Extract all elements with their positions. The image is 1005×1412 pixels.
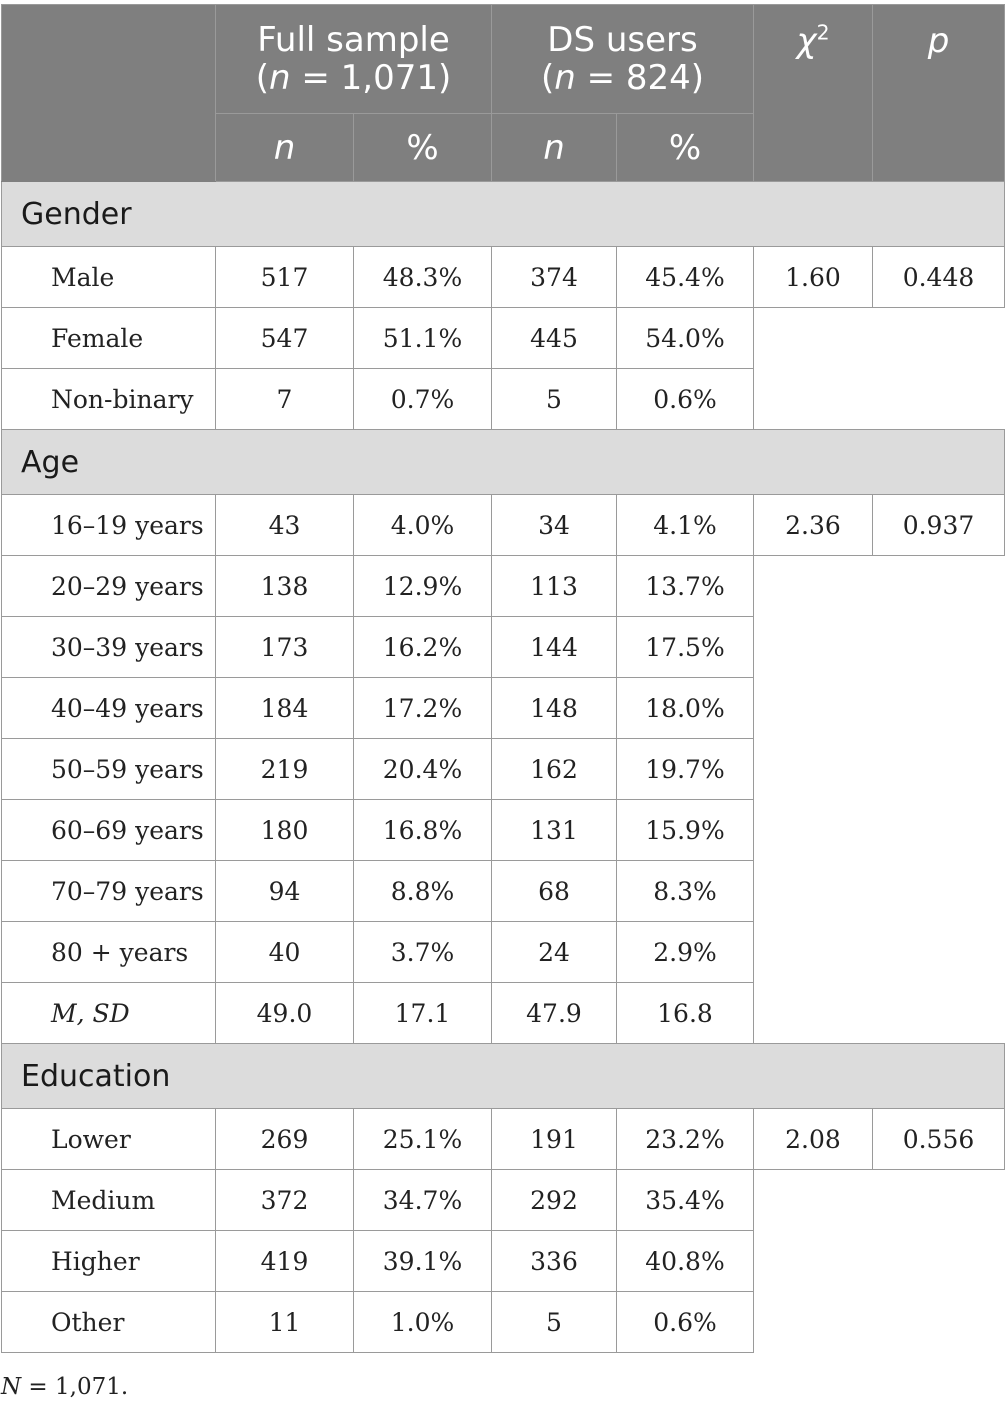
row-label: 20–29 years bbox=[2, 556, 216, 617]
chi-square-cell: 1.60 bbox=[754, 247, 873, 308]
full-pct-cell: 25.1% bbox=[354, 1109, 492, 1170]
row-label: 70–79 years bbox=[2, 861, 216, 922]
ds-pct-cell: 16.8 bbox=[617, 983, 754, 1044]
row-label: Lower bbox=[2, 1109, 216, 1170]
row-label: 60–69 years bbox=[2, 800, 216, 861]
ds-n-cell: 5 bbox=[492, 1292, 617, 1353]
full-n-cell: 219 bbox=[216, 739, 354, 800]
footnote-n-symbol: N bbox=[1, 1374, 22, 1400]
table-row bbox=[2, 1170, 1005, 1231]
ds-pct-cell: 35.4% bbox=[617, 1170, 754, 1231]
header-ds-users: DS users (n = 824) bbox=[492, 5, 754, 114]
full-pct-cell: 0.7% bbox=[354, 369, 492, 430]
ds-pct-cell: 45.4% bbox=[617, 247, 754, 308]
row-label: Male bbox=[2, 247, 216, 308]
section-title: Age bbox=[2, 430, 1005, 495]
row-label: 16–19 years bbox=[2, 495, 216, 556]
full-pct-cell: 48.3% bbox=[354, 247, 492, 308]
chi-square-cell: 2.36 bbox=[754, 495, 873, 556]
header-full-sample-n-value: = 1,071) bbox=[290, 58, 452, 98]
full-n-cell: 11 bbox=[216, 1292, 354, 1353]
chi-square-cell: 2.08 bbox=[754, 1109, 873, 1170]
p-value-cell: 0.556 bbox=[873, 1109, 1005, 1170]
ds-n-cell: 24 bbox=[492, 922, 617, 983]
ds-pct-cell: 23.2% bbox=[617, 1109, 754, 1170]
full-n-cell: 180 bbox=[216, 800, 354, 861]
subheader-full-pct bbox=[354, 114, 492, 182]
row-label: 30–39 years bbox=[2, 617, 216, 678]
table-header bbox=[2, 5, 1005, 182]
row-label: M, SD bbox=[2, 983, 216, 1044]
full-n-cell: 40 bbox=[216, 922, 354, 983]
row-label: 40–49 years bbox=[2, 678, 216, 739]
demographics-table bbox=[1, 4, 1005, 1353]
ds-n-cell: 374 bbox=[492, 247, 617, 308]
subheader-full-n bbox=[216, 114, 354, 182]
full-n-cell: 517 bbox=[216, 247, 354, 308]
ds-pct-cell: 18.0% bbox=[617, 678, 754, 739]
table-row bbox=[2, 556, 1005, 617]
header-chi-superscript: 2 bbox=[816, 20, 830, 45]
header-full-sample-n-symbol: n bbox=[269, 58, 291, 98]
full-n-cell: 43 bbox=[216, 495, 354, 556]
education-section bbox=[2, 1044, 1005, 1353]
row-label: Female bbox=[2, 308, 216, 369]
ds-n-cell: 131 bbox=[492, 800, 617, 861]
header-p-value bbox=[873, 5, 1005, 182]
ds-pct-cell: 13.7% bbox=[617, 556, 754, 617]
p-value-cell: 0.937 bbox=[873, 495, 1005, 556]
full-pct-cell: 12.9% bbox=[354, 556, 492, 617]
table-row bbox=[2, 495, 1005, 556]
full-n-cell: 94 bbox=[216, 861, 354, 922]
gender-section bbox=[2, 182, 1005, 430]
header-corner-cell bbox=[2, 5, 216, 182]
full-pct-cell: 4.0% bbox=[354, 495, 492, 556]
full-n-cell: 49.0 bbox=[216, 983, 354, 1044]
ds-n-cell: 5 bbox=[492, 369, 617, 430]
full-n-cell: 547 bbox=[216, 308, 354, 369]
full-pct-cell: 8.8% bbox=[354, 861, 492, 922]
header-ds-users-n-symbol: n bbox=[554, 58, 576, 98]
section-title: Gender bbox=[2, 182, 1005, 247]
ds-n-cell: 113 bbox=[492, 556, 617, 617]
empty-stat-cell bbox=[754, 308, 1005, 430]
empty-stat-cell bbox=[754, 1170, 1005, 1353]
ds-n-cell: 162 bbox=[492, 739, 617, 800]
subheader-ds-pct-text: % bbox=[668, 127, 702, 168]
subheader-full-pct-text: % bbox=[406, 127, 439, 168]
ds-n-cell: 292 bbox=[492, 1170, 617, 1231]
full-pct-cell: 17.1 bbox=[354, 983, 492, 1044]
ds-pct-cell: 40.8% bbox=[617, 1231, 754, 1292]
ds-n-cell: 191 bbox=[492, 1109, 617, 1170]
ds-pct-cell: 54.0% bbox=[617, 308, 754, 369]
ds-n-cell: 445 bbox=[492, 308, 617, 369]
full-pct-cell: 16.2% bbox=[354, 617, 492, 678]
header-ds-users-n-value: = 824) bbox=[575, 58, 705, 98]
full-pct-cell: 39.1% bbox=[354, 1231, 492, 1292]
full-n-cell: 173 bbox=[216, 617, 354, 678]
row-label: Medium bbox=[2, 1170, 216, 1231]
subheader-ds-n-text: n bbox=[543, 127, 565, 168]
full-pct-cell: 34.7% bbox=[354, 1170, 492, 1231]
full-n-cell: 372 bbox=[216, 1170, 354, 1231]
full-pct-cell: 17.2% bbox=[354, 678, 492, 739]
header-chi-symbol: χ bbox=[796, 21, 817, 61]
row-label: Other bbox=[2, 1292, 216, 1353]
full-pct-cell: 20.4% bbox=[354, 739, 492, 800]
ds-pct-cell: 0.6% bbox=[617, 369, 754, 430]
header-full-sample: Full sample (n = 1,071) bbox=[216, 5, 492, 114]
age-section bbox=[2, 430, 1005, 1044]
ds-n-cell: 68 bbox=[492, 861, 617, 922]
header-ds-users-title: DS users bbox=[547, 20, 698, 60]
ds-n-cell: 144 bbox=[492, 617, 617, 678]
full-pct-cell: 16.8% bbox=[354, 800, 492, 861]
ds-n-cell: 34 bbox=[492, 495, 617, 556]
subheader-ds-pct bbox=[617, 114, 754, 182]
ds-n-cell: 336 bbox=[492, 1231, 617, 1292]
row-label: Higher bbox=[2, 1231, 216, 1292]
ds-pct-cell: 2.9% bbox=[617, 922, 754, 983]
footnote-text: = 1,071. bbox=[21, 1374, 129, 1400]
subheader-ds-n bbox=[492, 114, 617, 182]
table-footnote bbox=[1, 1374, 128, 1400]
header-full-sample-title: Full sample bbox=[257, 20, 450, 60]
full-n-cell: 269 bbox=[216, 1109, 354, 1170]
full-n-cell: 419 bbox=[216, 1231, 354, 1292]
ds-n-cell: 148 bbox=[492, 678, 617, 739]
header-chi-square bbox=[754, 5, 873, 182]
header-p-symbol: p bbox=[927, 21, 950, 61]
ds-pct-cell: 17.5% bbox=[617, 617, 754, 678]
row-label: Non-binary bbox=[2, 369, 216, 430]
ds-n-cell: 47.9 bbox=[492, 983, 617, 1044]
table-row bbox=[2, 308, 1005, 369]
subheader-full-n-text: n bbox=[273, 127, 296, 168]
full-n-cell: 184 bbox=[216, 678, 354, 739]
full-pct-cell: 1.0% bbox=[354, 1292, 492, 1353]
ds-pct-cell: 15.9% bbox=[617, 800, 754, 861]
table-row bbox=[2, 247, 1005, 308]
ds-pct-cell: 19.7% bbox=[617, 739, 754, 800]
row-label: 50–59 years bbox=[2, 739, 216, 800]
ds-pct-cell: 4.1% bbox=[617, 495, 754, 556]
section-title: Education bbox=[2, 1044, 1005, 1109]
row-label: 80 + years bbox=[2, 922, 216, 983]
full-n-cell: 7 bbox=[216, 369, 354, 430]
ds-pct-cell: 8.3% bbox=[617, 861, 754, 922]
table-row bbox=[2, 1109, 1005, 1170]
p-value-cell: 0.448 bbox=[873, 247, 1005, 308]
full-n-cell: 138 bbox=[216, 556, 354, 617]
full-pct-cell: 51.1% bbox=[354, 308, 492, 369]
empty-stat-cell bbox=[754, 556, 1005, 1044]
ds-pct-cell: 0.6% bbox=[617, 1292, 754, 1353]
full-pct-cell: 3.7% bbox=[354, 922, 492, 983]
